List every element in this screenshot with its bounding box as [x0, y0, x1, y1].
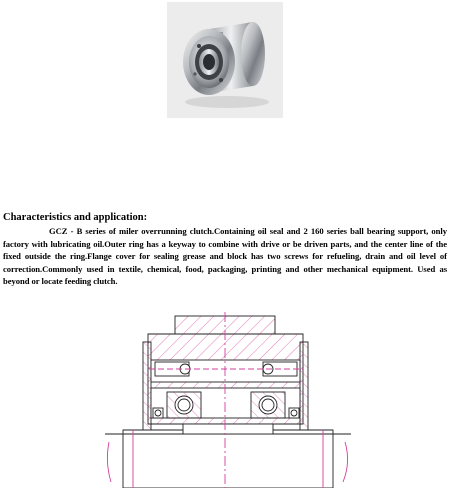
overrunning-clutch-bearing-photo-icon	[167, 2, 283, 118]
characteristics-section	[3, 211, 447, 288]
section-body: GCZ - B series of miler overrunning clutch.Containing oil seal and 2 160 series ball bearing support, only factory with lubricating oil.Outer ring has a keyway to combine with drive or be driven parts, and the center line of the fixed outside the ring.Flange cover for sealing grease and block has two screws for refueling, drain and oil level of correction.Commonly used in textile, chemical, food, packaging, printing and other mechanical equipment. Used as beyond or locate feeding clutch.	[3, 226, 447, 287]
technical-drawing	[103, 312, 353, 488]
section-heading: Characteristics and application:	[3, 212, 148, 223]
clutch-cross-section-drawing-icon	[103, 312, 353, 488]
product-photo	[167, 2, 283, 118]
